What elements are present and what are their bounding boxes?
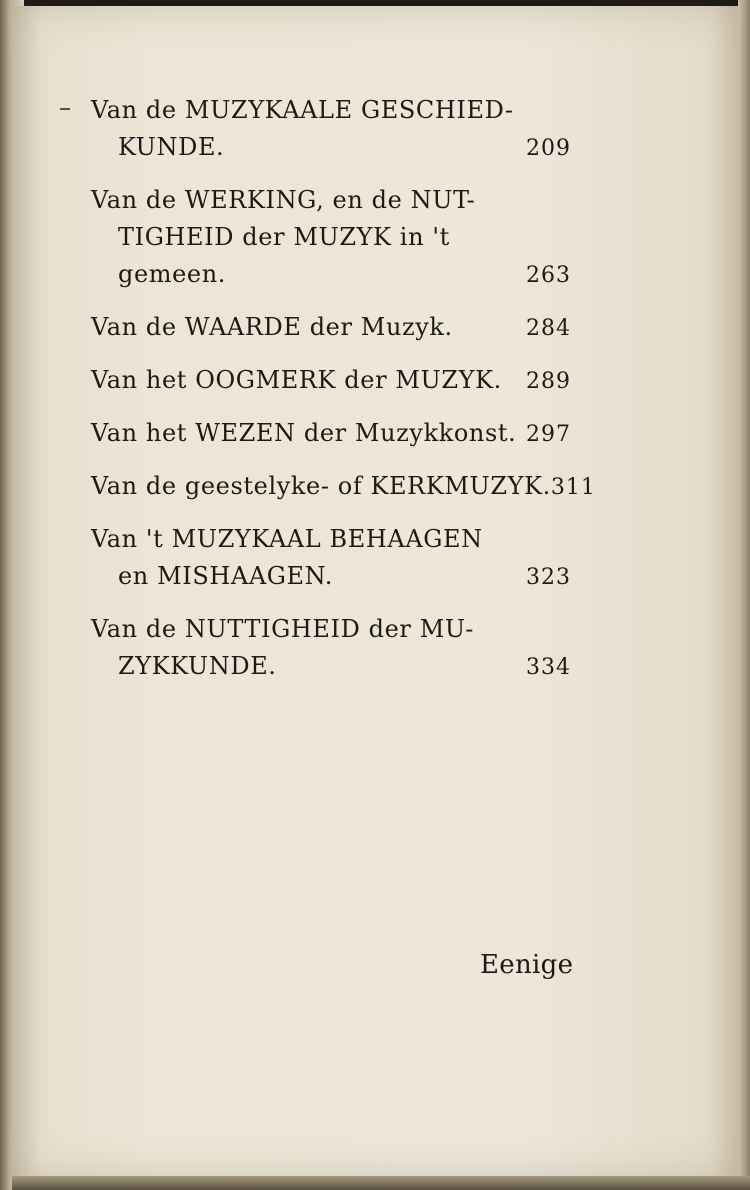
toc-entry-title: Van 't MUZYKAAL BEHAAGEN [91,525,483,553]
toc-entry-line [91,468,596,505]
toc-entry-title: Van het OOGMERK der MUZYK. [91,366,502,394]
page-fore-edge [738,0,750,1190]
toc-entry-line [91,521,571,558]
toc-entry [91,182,571,293]
toc-page-number: 289 [526,369,571,394]
toc-entry [91,309,571,346]
toc-page-number: 297 [526,422,571,447]
toc-entry-title: ZYKKUNDE. [118,652,277,680]
toc-entry-line [91,182,571,219]
toc-entry-line [91,309,571,346]
margin-mark [60,108,70,110]
table-of-contents [91,92,596,701]
toc-entry [91,92,571,166]
toc-entry-line [91,415,571,452]
toc-page-number: 311 [550,475,596,500]
toc-entry-line [91,219,571,256]
toc-page-number: 209 [526,136,571,161]
toc-entry-title: Van het WEZEN der Muzykkonst. [91,419,517,447]
toc-entry-title: Van de MUZYKAALE GESCHIED- [91,96,514,124]
catchword: Eenige [480,950,574,980]
toc-entry [91,611,571,685]
toc-entry-line [91,558,571,595]
toc-entry [91,468,596,505]
toc-entry-line [91,256,571,293]
toc-entry-title: gemeen. [118,260,227,288]
toc-entry-title: Van de geestelyke- of KERKMUZYK. [91,472,551,500]
toc-page-number: 323 [526,565,571,590]
toc-entry-title: Van de NUTTIGHEID der MU- [91,615,475,643]
toc-page-number: 334 [526,655,571,680]
toc-entry-line [91,648,571,685]
toc-entry-title: TIGHEID der MUZYK in 't [118,223,450,251]
toc-entry-line [91,611,571,648]
toc-entry-line [91,129,571,166]
toc-entry-title: en MISHAAGEN. [118,562,333,590]
toc-entry [91,521,571,595]
toc-entry-title: Van de WERKING, en de NUT- [91,186,476,214]
toc-entry-line [91,92,571,129]
toc-entry [91,362,571,399]
toc-entry-title: Van de WAARDE der Muzyk. [91,313,453,341]
toc-page-number: 263 [526,263,571,288]
page-bottom-edge [12,1176,750,1190]
toc-page-number: 284 [526,316,571,341]
toc-entry-title: KUNDE. [118,133,225,161]
toc-entry-line [91,362,571,399]
toc-entry [91,415,571,452]
